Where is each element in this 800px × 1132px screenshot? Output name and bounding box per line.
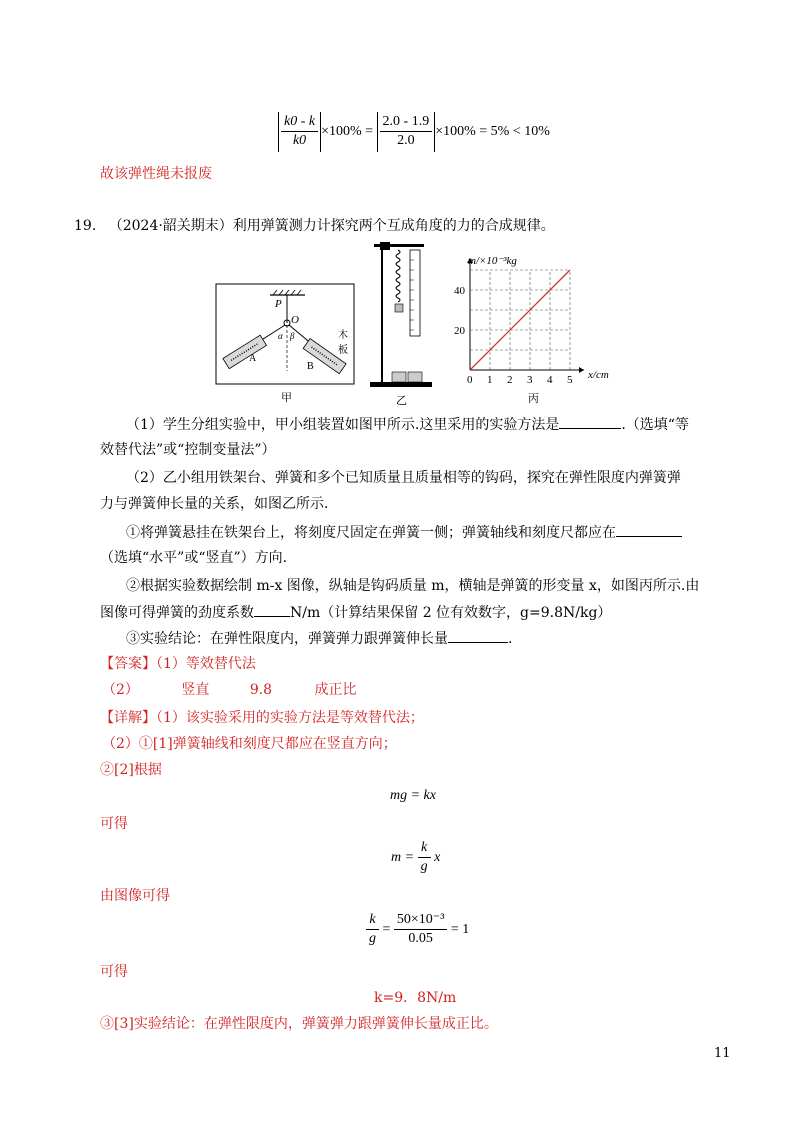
- equation-1: mg = kx: [390, 788, 436, 803]
- part-1-line1: [126, 414, 689, 435]
- explain-label: 【详解】: [100, 710, 156, 726]
- part-2-line2: 力与弹簧伸长量的关系，如图乙所示.: [100, 496, 329, 512]
- x-tick-label: 5: [567, 374, 573, 386]
- explain-line-3: ②[2]根据: [100, 762, 162, 778]
- answer-blank-2[interactable]: [616, 522, 682, 537]
- part-1-text-b: .（选填“等: [621, 417, 689, 433]
- spring-scale-a: [223, 335, 267, 368]
- answer-2-index: （2）: [102, 682, 139, 698]
- figure-yi: [368, 240, 438, 410]
- eq3-den: g: [369, 931, 376, 947]
- explain-line-2: （2）①[1]弹簧轴线和刻度尺都应在竖直方向；: [102, 736, 397, 752]
- eq3-num: k: [366, 911, 379, 930]
- eq3-num2: 50×10⁻³: [394, 911, 447, 930]
- eq3-den2: 0.05: [408, 931, 433, 947]
- weights-stack: [392, 372, 406, 382]
- x-tick-label: 0: [467, 374, 473, 386]
- eq2-den: g: [420, 859, 428, 875]
- answer-blank-1[interactable]: [559, 414, 621, 429]
- sub-3-text-a: ③实验结论：在弹性限度内，弹簧弹力跟弹簧伸长量: [126, 631, 448, 647]
- explain-1: （1）该实验采用的实验方法是等效替代法；: [156, 710, 424, 726]
- formula-num1: k0 - k: [281, 113, 318, 132]
- y-tick-label: 40: [454, 285, 465, 297]
- series-line: [470, 270, 570, 370]
- eq3-right: = 1: [450, 922, 470, 937]
- x-tick-label: 3: [527, 374, 533, 386]
- sub-3-text-b: .: [508, 631, 513, 647]
- formula-mult2: ×100% = 5% < 10%: [435, 124, 550, 140]
- page-number: 11: [714, 1046, 731, 1061]
- explain-kede-2: 可得: [100, 964, 128, 980]
- answer-2-1: 竖直: [181, 682, 210, 698]
- part-1-text-a: （1）学生分组实验中，甲小组装置如图甲所示.这里采用的实验方法是: [126, 417, 560, 433]
- figure-bing-chart: [450, 252, 625, 407]
- equation-3: [366, 910, 469, 950]
- sub-2-line2: [100, 602, 611, 623]
- sub-3-line: [126, 628, 512, 649]
- chart-ylabel: m/×10⁻³kg: [468, 255, 517, 267]
- answer-line-1: [100, 654, 256, 674]
- caption-bing: 丙: [528, 393, 539, 405]
- hook-weight: [395, 304, 403, 312]
- y-tick-label: 20: [454, 325, 465, 337]
- answer-1: （1）等效替代法: [156, 656, 256, 672]
- caption-jia: 甲: [281, 392, 292, 404]
- chart-xlabel: x/cm: [588, 369, 609, 381]
- sub-2-line1: ②根据实验数据绘制 m-x 图像，纵轴是钩码质量 m，横轴是弹簧的形变量 x，如图丙所示.由: [126, 578, 700, 594]
- label-a: A: [249, 353, 257, 364]
- answer-2-3: 成正比: [314, 682, 357, 698]
- chart-ticks: [454, 285, 573, 386]
- label-board2: 板: [338, 345, 348, 356]
- caption-yi: 乙: [396, 395, 407, 407]
- label-o: O: [291, 314, 299, 326]
- eq2-num: k: [418, 839, 431, 858]
- formula-den2: 2.0: [397, 133, 415, 149]
- eq2-left: m =: [391, 850, 415, 865]
- answer-label: 【答案】: [100, 656, 156, 672]
- answer-blank-3[interactable]: [254, 602, 290, 617]
- label-alpha: α: [278, 331, 283, 341]
- part-1-line2: 效替代法”或“控制变量法”）: [100, 442, 276, 458]
- explain-kede-1: 可得: [100, 816, 128, 832]
- label-board: 木: [338, 330, 348, 341]
- part-2-line1: （2）乙小组用铁架台、弹簧和多个已知质量且质量相等的钩码，探究在弹性限度内弹簧弹: [126, 470, 681, 486]
- sub-2-text-b: N/m（计算结果保留 2 位有效数字，g=9.8N/kg）: [290, 605, 612, 621]
- stand-base: [370, 382, 432, 387]
- sub-1-line1: [126, 522, 682, 543]
- answer-line-2: [102, 680, 357, 700]
- answer-2-2: 9.8: [249, 682, 273, 698]
- question-stem: [74, 216, 555, 236]
- spring: [396, 250, 400, 302]
- equation-4: k=9．8N/m: [374, 990, 457, 1006]
- x-axis-arrow: [579, 367, 584, 373]
- sub-2-text-a: 图像可得弹簧的劲度系数: [100, 605, 254, 621]
- formula-num2: 2.0 - 1.9: [380, 113, 433, 132]
- figure-jia: [215, 283, 360, 408]
- eq3-mid: =: [382, 922, 391, 937]
- explain-line-1: [100, 708, 424, 728]
- question-number: 19.: [74, 218, 97, 234]
- equation-2: [391, 838, 440, 878]
- label-b: B: [307, 361, 314, 372]
- question-text: （2024·韶关期末）利用弹簧测力计探究两个互成角度的力的合成规律。: [108, 218, 555, 234]
- label-p: P: [275, 298, 282, 310]
- chart-series: [470, 270, 570, 370]
- x-tick-label: 2: [507, 374, 513, 386]
- formula-top: [278, 112, 550, 152]
- formula-den1: k0: [292, 133, 307, 149]
- formula-mult1: ×100% =: [321, 124, 374, 140]
- explain-line-4: ③[3]实验结论：在弹性限度内，弹簧弹力跟弹簧伸长量成正比。: [100, 1016, 498, 1032]
- sub-1-line2: （选填“水平”或“竖直”）方向.: [100, 550, 288, 566]
- sub-1-text: ①将弹簧悬挂在铁架台上，将刻度尺固定在弹簧一侧；弹簧轴线和刻度尺都应在: [126, 525, 616, 541]
- ruler: [410, 250, 420, 336]
- x-tick-label: 4: [547, 374, 553, 386]
- explain-from-graph: 由图像可得: [100, 888, 170, 904]
- answer-blank-4[interactable]: [448, 628, 508, 643]
- eq2-right: x: [434, 850, 441, 865]
- x-tick-label: 1: [487, 374, 493, 386]
- conclusion-prev: 故该弹性绳未报废: [100, 166, 212, 182]
- label-beta: β: [290, 331, 295, 341]
